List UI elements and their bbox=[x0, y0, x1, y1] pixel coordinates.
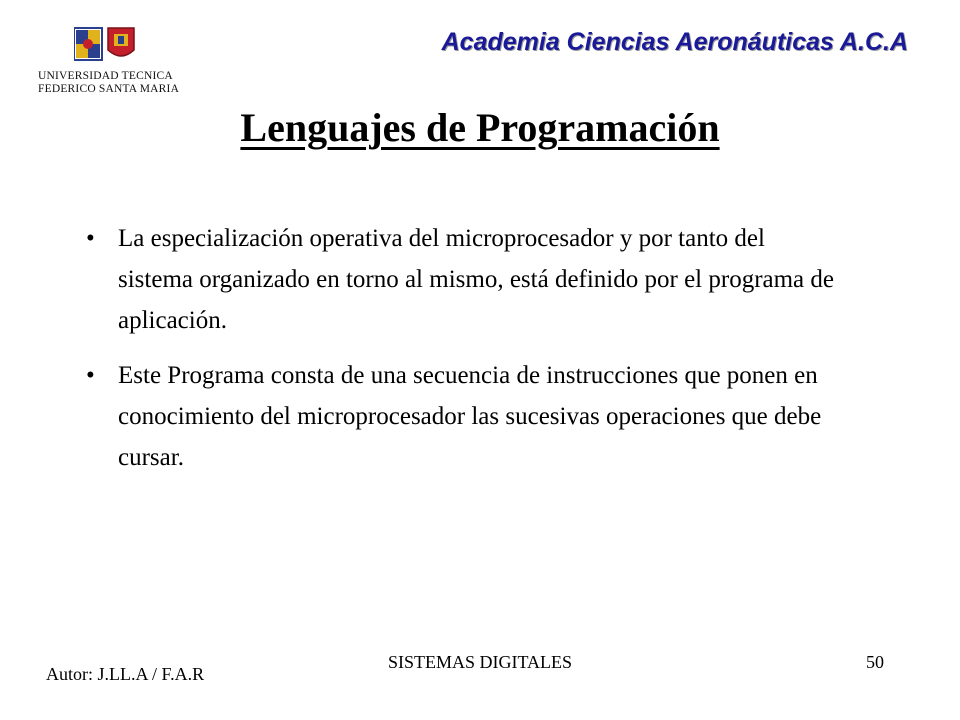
bullet-marker: • bbox=[86, 225, 95, 252]
footer-course: SISTEMAS DIGITALES bbox=[387, 652, 573, 672]
university-logo bbox=[38, 26, 178, 100]
bullet-text: Este Programa consta de una secuencia de instrucciones que ponen en conocimiento del microprocesador las sucesivas operaciones que debe cursar. bbox=[118, 362, 822, 471]
university-crest-icon bbox=[74, 26, 136, 62]
bullet-text: La especialización operativa del microprocesador y por tanto del sistema organizado en torno al mismo, está definido por el programa de aplicación. bbox=[118, 225, 835, 334]
university-name bbox=[38, 70, 178, 96]
academy-header: Academia Ciencias Aeronáuticas A.C.A bbox=[441, 28, 908, 56]
footer-author: Autor: J.LL.A / F.A.R bbox=[46, 664, 205, 684]
bullet-item bbox=[86, 355, 846, 478]
bullet-list bbox=[86, 218, 846, 492]
bullet-item bbox=[86, 218, 846, 341]
university-name-line-2: FEDERICO SANTA MARIA bbox=[38, 83, 180, 95]
page-number: 50 bbox=[866, 652, 884, 672]
slide-title: Lenguajes de Programación bbox=[240, 105, 720, 150]
bullet-marker: • bbox=[86, 362, 95, 389]
university-name-line-1: UNIVERSIDAD TECNICA bbox=[38, 70, 173, 82]
